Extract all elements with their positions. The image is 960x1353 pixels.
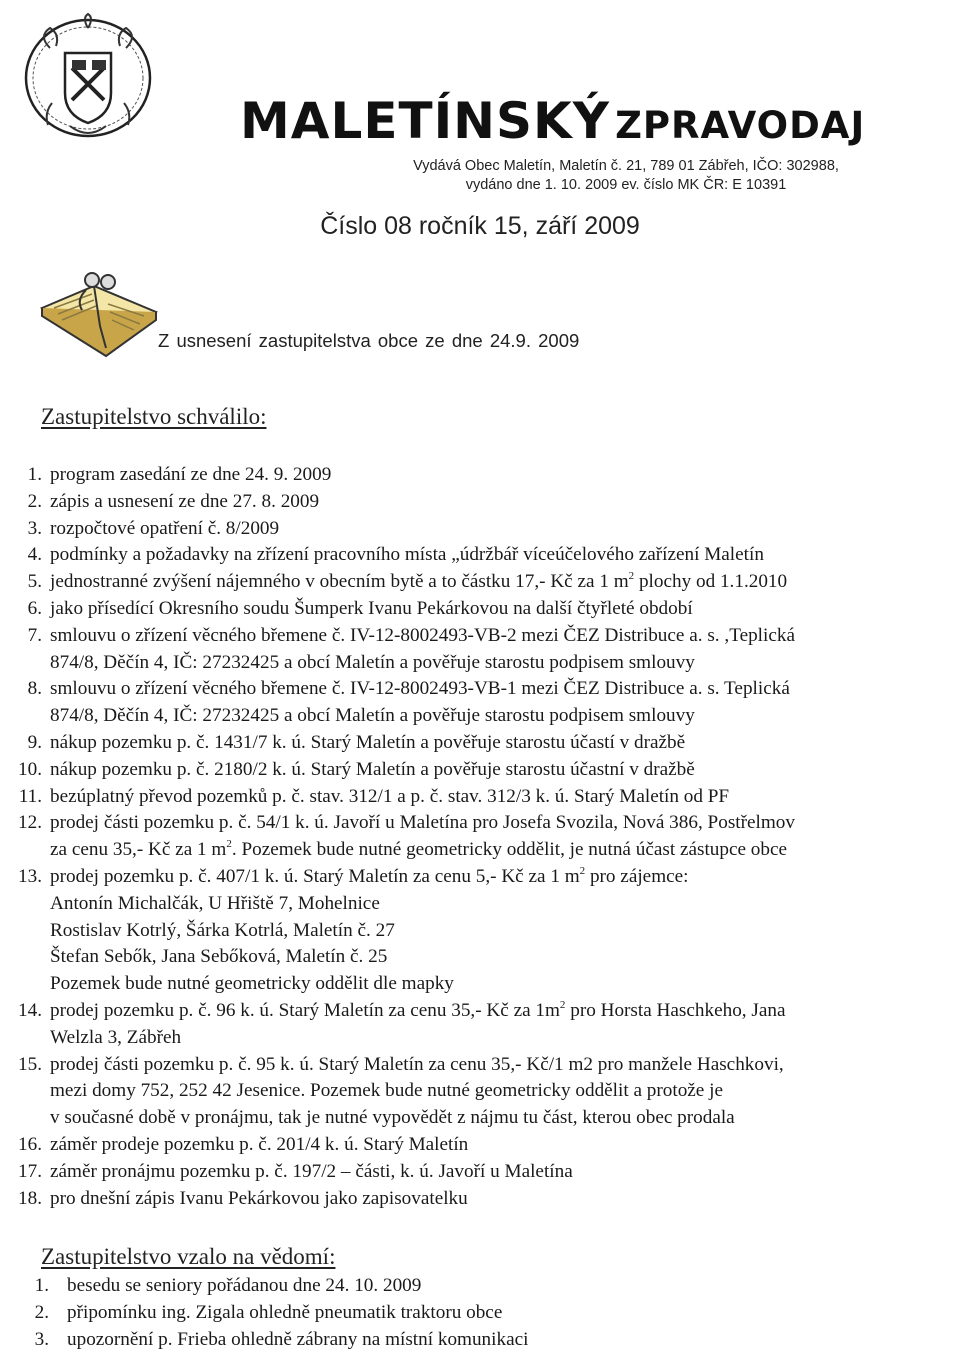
list-item xyxy=(7,1052,957,1132)
item-line: za cenu 35,- Kč za 1 $m^2$. Pozemek bude nutné geometricky oddělit, je nutná účast zástupce obce xyxy=(50,838,788,861)
item-line: jako přísedící Okresního soudu Šumperk Ivanu Pekárkovou na další čtyřleté období xyxy=(50,597,693,619)
item-line: v současné době v pronájmu, tak je nutné vypovědět z nájmu tu část, kterou obec prodala xyxy=(50,1107,735,1129)
item-line: Pozemek bude nutné geometricky oddělit dle mapky xyxy=(50,973,454,995)
item-text xyxy=(67,1299,912,1326)
masthead-title-main: MALETÍNSKÝ xyxy=(240,92,610,150)
item-line: upozornění p. Frieba ohledně zábrany na místní komunikaci xyxy=(67,1329,529,1350)
item-number: 3. xyxy=(27,517,42,539)
item-number: 6. xyxy=(27,597,42,619)
list-item xyxy=(7,623,957,677)
item-line: podmínky a požadavky na zřízení pracovního místa „údržbář víceúčelového zařízení Maletín xyxy=(50,544,764,566)
list-item xyxy=(7,676,957,730)
list-item xyxy=(12,1326,912,1353)
list-item xyxy=(7,516,957,543)
item-number: 2. xyxy=(27,490,42,512)
item-number: 3. xyxy=(34,1329,49,1350)
issue-number: Číslo 08 ročník 15, září 2009 xyxy=(320,212,640,240)
item-line: Rostislav Kotrlý, Šárka Kotrlá, Maletín č. 27 xyxy=(50,919,395,941)
item-number: 5. xyxy=(27,571,42,593)
item-line: nákup pozemku p. č. 1431/7 k. ú. Starý Maletín a pověřuje starostu účastí v dražbě xyxy=(50,731,686,753)
list-item xyxy=(12,1272,912,1299)
publisher-line: vydáno dne 1. 10. 2009 ev. číslo MK ČR: E 10391 xyxy=(465,177,787,193)
list-item xyxy=(7,998,957,1052)
item-text xyxy=(50,676,957,730)
list-item xyxy=(7,730,957,757)
item-text xyxy=(50,462,957,489)
item-line: program zasedání ze dne 24. 9. 2009 xyxy=(50,464,332,485)
item-number: 12. xyxy=(18,812,42,834)
item-text xyxy=(50,810,957,864)
item-line: připomínku ing. Zigala ohledně pneumatik traktoru obce xyxy=(67,1302,503,1323)
item-line: prodej pozemku p. č. 96 k. ú. Starý Maletín za cenu 35,- Kč za $1m^2$ pro Horsta Haschkeho, Jana xyxy=(50,998,786,1021)
item-line: nákup pozemku p. č. 2180/2 k. ú. Starý Maletín a pověřuje starostu účastní v dražbě xyxy=(50,758,695,780)
item-text xyxy=(50,596,957,623)
item-text xyxy=(67,1272,912,1299)
list-item xyxy=(7,569,957,596)
publisher-line: Vydává Obec Maletín, Maletín č. 21, 789 01 Zábřeh, IČO: 302988, xyxy=(413,158,839,174)
item-number: 16. xyxy=(18,1133,42,1155)
list-item xyxy=(7,596,957,623)
list-item xyxy=(7,1159,957,1186)
item-number: 13. xyxy=(18,865,42,887)
item-line: jednostranné zvýšení nájemného v obecním bytě a to částku 17,- Kč za 1 $m^2$ plochy od 1.1.2010 xyxy=(50,570,788,593)
item-line: Welzla 3, Zábřeh xyxy=(50,1026,182,1048)
item-line: prodej části pozemku p. č. 54/1 k. ú. Javoří u Maletína pro Josefa Svozila, Nová 386, Postřelmov xyxy=(50,812,795,834)
item-number: 1. xyxy=(27,464,42,485)
item-line: zápis a usnesení ze dne 27. 8. 2009 xyxy=(50,490,320,512)
item-number: 10. xyxy=(18,758,42,780)
approved-heading: Zastupitelstvo schválilo: xyxy=(41,404,267,429)
list-item xyxy=(7,864,957,998)
item-text xyxy=(50,542,957,569)
newsletter-masthead xyxy=(240,92,940,150)
item-text xyxy=(50,1186,957,1213)
list-item xyxy=(7,757,957,784)
list-item xyxy=(7,1132,957,1159)
list-item xyxy=(7,810,957,864)
item-text xyxy=(50,998,957,1052)
item-text xyxy=(50,623,957,677)
item-number: 7. xyxy=(27,624,42,646)
item-text xyxy=(50,1132,957,1159)
list-item xyxy=(7,489,957,516)
noted-heading: Zastupitelstvo vzalo na vědomí: xyxy=(41,1244,336,1269)
item-line: záměr prodeje pozemku p. č. 201/4 k. ú. Starý Maletín xyxy=(50,1133,469,1155)
item-number: 14. xyxy=(18,999,42,1021)
list-item xyxy=(12,1299,912,1326)
item-number: 15. xyxy=(18,1053,42,1075)
item-line: pro dnešní zápis Ivanu Pekárkovou jako zapisovatelku xyxy=(50,1187,468,1209)
item-line: smlouvu o zřízení věcného břemene č. IV-12-8002493-VB-2 mezi ČEZ Distribuce a. s. ,Teplická xyxy=(50,624,795,646)
item-line: smlouvu o zřízení věcného břemene č. IV-12-8002493-VB-1 mezi ČEZ Distribuce a. s. Teplická xyxy=(50,678,790,700)
item-number: 17. xyxy=(18,1160,42,1182)
item-text xyxy=(50,569,957,596)
item-line: besedu se seniory pořádanou dne 24. 10. 2009 xyxy=(67,1275,422,1296)
municipal-seal-icon xyxy=(10,8,160,158)
open-book-icon xyxy=(34,268,164,358)
item-number: 1. xyxy=(34,1275,49,1296)
item-line: prodej pozemku p. č. 407/1 k. ú. Starý Maletín za cenu 5,- Kč za 1 $m^2$ pro zájemce: xyxy=(50,864,689,887)
list-item xyxy=(7,542,957,569)
item-number: 9. xyxy=(27,731,42,753)
item-text xyxy=(50,489,957,516)
item-text xyxy=(50,730,957,757)
item-text xyxy=(50,784,957,811)
masthead-title-second: ZPRAVODAJ xyxy=(615,104,866,147)
item-line: 874/8, Děčín 4, IČ: 27232425 a obcí Maletín a pověřuje starostu podpisem smlouvy xyxy=(50,705,695,727)
item-number: 18. xyxy=(18,1187,42,1209)
list-item xyxy=(7,462,957,489)
item-text xyxy=(67,1326,912,1353)
noted-list xyxy=(12,1272,912,1353)
approved-list xyxy=(7,462,957,1212)
item-line: rozpočtové opatření č. 8/2009 xyxy=(50,517,280,539)
item-line: 874/8, Děčín 4, IČ: 27232425 a obcí Maletín a pověřuje starostu podpisem smlouvy xyxy=(50,651,695,673)
list-item xyxy=(7,784,957,811)
item-number: 8. xyxy=(27,678,42,700)
item-line: mezi domy 752, 252 42 Jesenice. Pozemek bude nutné geometricky oddělit a protože je xyxy=(50,1080,723,1102)
item-line: prodej části pozemku p. č. 95 k. ú. Starý Maletín za cenu 35,- Kč/1 m2 pro manžele Haschkovi, xyxy=(50,1053,784,1075)
item-line: Antonín Michalčák, U Hřiště 7, Mohelnice xyxy=(50,892,380,914)
item-number: 4. xyxy=(27,544,42,566)
item-text xyxy=(50,864,957,998)
publisher-info xyxy=(296,157,956,195)
item-line: záměr pronájmu pozemku p. č. 197/2 – části, k. ú. Javoří u Maletína xyxy=(50,1160,573,1182)
item-text xyxy=(50,1159,957,1186)
item-text xyxy=(50,516,957,543)
meeting-title: Z usnesení zastupitelstva obce ze dne 24.9. 2009 xyxy=(158,330,580,351)
item-line: bezúplatný převod pozemků p. č. stav. 312/1 a p. č. stav. 312/3 k. ú. Starý Maletín od PF xyxy=(50,785,730,807)
list-item xyxy=(7,1186,957,1213)
item-number: 11. xyxy=(18,785,42,807)
item-line: Štefan Sebők, Jana Sebőková, Maletín č. 25 xyxy=(50,946,388,968)
item-number: 2. xyxy=(34,1302,49,1323)
item-text xyxy=(50,1052,957,1132)
item-text xyxy=(50,757,957,784)
